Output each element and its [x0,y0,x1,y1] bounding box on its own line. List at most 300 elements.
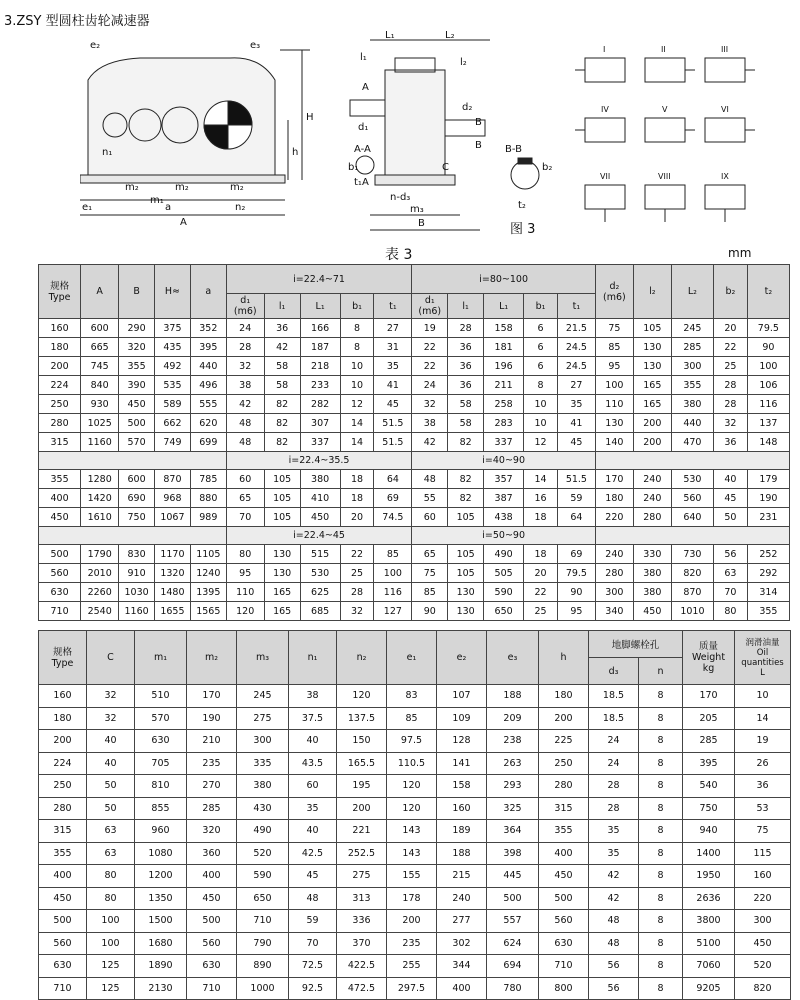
value-cell: 3800 [683,910,735,933]
value-cell: 82 [264,433,300,452]
value-cell: 1395 [190,583,226,602]
value-cell: 292 [747,564,789,583]
value-cell: 275 [237,707,289,730]
value-cell: 290 [119,319,155,338]
value-cell: 398 [487,842,539,865]
value-cell: 12 [340,395,374,414]
value-cell: 960 [135,820,187,843]
value-cell: 14 [735,707,791,730]
value-cell: 745 [81,357,119,376]
value-cell: 125 [87,977,135,1000]
svg-text:n₂: n₂ [235,202,246,213]
value-cell: 400 [539,842,589,865]
svg-text:h: h [292,147,299,158]
value-cell: 130 [633,338,671,357]
value-cell: 430 [237,797,289,820]
value-cell: 130 [264,545,300,564]
header-n: n [639,658,683,685]
value-cell: 6 [524,357,558,376]
value-cell: 355 [671,376,713,395]
ratio-left: i=22.4~45 [226,527,412,545]
type-cell: 400 [39,489,81,508]
value-cell: 200 [633,433,671,452]
value-cell: 20 [714,319,748,338]
value-cell: 235 [187,752,237,775]
value-cell: 85 [374,545,412,564]
value-cell: 205 [683,707,735,730]
value-cell: 930 [81,395,119,414]
value-cell: 450 [633,602,671,621]
svg-text:d₂: d₂ [462,102,473,113]
value-cell: 8 [639,685,683,708]
table-row [39,977,791,1000]
header-spec: 规格 Type [39,265,81,319]
assembly-forms-labels [600,45,729,181]
header-h: h [539,631,589,685]
value-cell: 1480 [155,583,191,602]
value-cell: 65 [412,545,448,564]
value-cell: 630 [135,730,187,753]
value-cell: 7060 [683,955,735,978]
value-cell: 337 [484,433,524,452]
value-cell: 450 [300,508,340,527]
type-cell: 355 [39,842,87,865]
value-cell: 340 [595,602,633,621]
table-row [39,752,791,775]
value-cell: 530 [300,564,340,583]
value-cell: 221 [337,820,387,843]
value-cell: 105 [448,545,484,564]
type-cell: 450 [39,508,81,527]
value-cell: 395 [683,752,735,775]
value-cell: 520 [237,842,289,865]
header-spec-2: 规格 Type [39,631,87,685]
value-cell: 22 [524,583,558,602]
value-cell: 160 [735,865,791,888]
value-cell: 710 [187,977,237,1000]
value-cell: 357 [484,470,524,489]
table-row [39,583,790,602]
svg-text:A: A [362,82,369,93]
value-cell: 27 [374,319,412,338]
value-cell: 21.5 [557,319,595,338]
table-row [39,842,791,865]
type-cell: 200 [39,730,87,753]
value-cell: 36 [448,357,484,376]
value-cell: 300 [735,910,791,933]
value-cell: 282 [300,395,340,414]
table-row [39,775,791,798]
value-cell: 48 [412,470,448,489]
value-cell: 42 [412,433,448,452]
value-cell: 69 [374,489,412,508]
svg-text:b₁: b₁ [348,162,359,173]
value-cell: 8 [639,910,683,933]
svg-text:VI: VI [721,105,729,114]
value-cell: 36 [735,775,791,798]
reducer-drawings [80,30,780,235]
value-cell: 1500 [135,910,187,933]
value-cell: 14 [340,433,374,452]
value-cell: 80 [226,545,264,564]
value-cell: 28 [714,395,748,414]
value-cell: 116 [374,583,412,602]
value-cell: 56 [589,955,639,978]
value-cell: 45 [557,433,595,452]
value-cell: 2636 [683,887,735,910]
value-cell: 22 [340,545,374,564]
value-cell: 500 [119,414,155,433]
value-cell: 8 [340,319,374,338]
table-row [39,319,790,338]
header-t1: t₁ [374,294,412,319]
value-cell: 515 [300,545,340,564]
value-cell: 58 [264,376,300,395]
table-row [39,376,790,395]
value-cell: 300 [237,730,289,753]
value-cell: 300 [595,583,633,602]
value-cell: 51.5 [557,470,595,489]
value-cell: 245 [671,319,713,338]
ratio-right: i=40~90 [412,452,596,470]
type-cell: 250 [39,775,87,798]
value-cell: 285 [671,338,713,357]
blank-cell [39,452,227,470]
type-cell: 160 [39,685,87,708]
value-cell: 120 [387,775,437,798]
value-cell: 380 [633,583,671,602]
value-cell: 50 [87,797,135,820]
value-cell: 200 [387,910,437,933]
value-cell: 22 [412,338,448,357]
value-cell: 250 [539,752,589,775]
value-cell: 800 [539,977,589,1000]
value-cell: 590 [237,865,289,888]
value-cell: 285 [683,730,735,753]
svg-text:A: A [362,177,369,188]
type-cell: 224 [39,752,87,775]
value-cell: 500 [539,887,589,910]
value-cell: 830 [119,545,155,564]
value-cell: 1320 [155,564,191,583]
value-cell: 1080 [135,842,187,865]
svg-text:a: a [165,202,172,213]
value-cell: 24.5 [557,357,595,376]
header-d1-right: d₁ (m6) [412,294,448,319]
value-cell: 662 [155,414,191,433]
value-cell: 1000 [237,977,289,1000]
value-cell: 120 [337,685,387,708]
value-cell: 31 [374,338,412,357]
value-cell: 40 [714,470,748,489]
table-row [39,707,791,730]
header-d2: d₂ (m6) [595,265,633,319]
value-cell: 1790 [81,545,119,564]
header-b1: b₁ [340,294,374,319]
value-cell: 630 [539,932,589,955]
value-cell: 352 [190,319,226,338]
value-cell: 42 [264,338,300,357]
value-cell: 8 [639,887,683,910]
blank-cell [39,527,227,545]
value-cell: 105 [264,470,300,489]
value-cell: 32 [412,395,448,414]
value-cell: 105 [448,564,484,583]
value-cell: 650 [237,887,289,910]
value-cell: 115 [735,842,791,865]
value-cell: 315 [539,797,589,820]
value-cell: 75 [595,319,633,338]
value-cell: 293 [487,775,539,798]
value-cell: 35 [374,357,412,376]
svg-text:m₃: m₃ [410,204,424,215]
value-cell: 220 [595,508,633,527]
dimensions-table-1 [38,264,790,621]
value-cell: 422.5 [337,955,387,978]
value-cell: 1610 [81,508,119,527]
value-cell: 83 [387,685,437,708]
value-cell: 699 [190,433,226,452]
value-cell: 165 [264,583,300,602]
unit-label: mm [728,246,752,260]
value-cell: 510 [135,685,187,708]
value-cell: 180 [595,489,633,508]
value-cell: 435 [155,338,191,357]
value-cell: 989 [190,508,226,527]
value-cell: 105 [633,319,671,338]
value-cell: 325 [487,797,539,820]
value-cell: 165 [633,395,671,414]
value-cell: 1160 [81,433,119,452]
value-cell: 14 [524,470,558,489]
value-cell: 600 [119,470,155,489]
value-cell: 870 [671,583,713,602]
header-l1: l₁ [264,294,300,319]
value-cell: 32 [226,357,264,376]
value-cell: 128 [437,730,487,753]
value-cell: 5100 [683,932,735,955]
value-cell: 440 [190,357,226,376]
value-cell: 560 [671,489,713,508]
value-cell: 8 [524,376,558,395]
value-cell: 45 [714,489,748,508]
value-cell: 1655 [155,602,191,621]
value-cell: 82 [264,395,300,414]
value-cell: 200 [539,707,589,730]
table-row [39,797,791,820]
value-cell: 35 [589,820,639,843]
value-cell: 1680 [135,932,187,955]
value-cell: 694 [487,955,539,978]
value-cell: 55 [412,489,448,508]
value-cell: 40 [289,820,337,843]
value-cell: 8 [639,775,683,798]
value-cell: 8 [639,865,683,888]
value-cell: 110 [595,395,633,414]
value-cell: 240 [633,470,671,489]
table-row [39,602,790,621]
value-cell: 277 [437,910,487,933]
value-cell: 665 [81,338,119,357]
value-cell: 10 [340,376,374,395]
value-cell: 181 [484,338,524,357]
ratio-right: i=50~90 [412,527,596,545]
value-cell: 570 [135,707,187,730]
value-cell: 70 [714,583,748,602]
value-cell: 8 [639,730,683,753]
table-row [39,955,791,978]
value-cell: 143 [387,820,437,843]
value-cell: 870 [155,470,191,489]
value-cell: 188 [487,685,539,708]
value-cell: 36 [714,433,748,452]
value-cell: 85 [387,707,437,730]
value-cell: 19 [412,319,448,338]
value-cell: 130 [448,583,484,602]
value-cell: 685 [300,602,340,621]
value-cell: 1565 [190,602,226,621]
value-cell: 64 [557,508,595,527]
value-cell: 38 [412,414,448,433]
value-cell: 8 [639,707,683,730]
value-cell: 360 [187,842,237,865]
value-cell: 158 [437,775,487,798]
value-cell: 238 [487,730,539,753]
value-cell: 557 [487,910,539,933]
value-cell: 496 [190,376,226,395]
value-cell: 28 [340,583,374,602]
value-cell: 60 [289,775,337,798]
value-cell: 187 [300,338,340,357]
table-row [39,433,790,452]
type-cell: 630 [39,955,87,978]
value-cell: 125 [87,955,135,978]
value-cell: 880 [190,489,226,508]
type-cell: 224 [39,376,81,395]
value-cell: 540 [683,775,735,798]
value-cell: 110 [226,583,264,602]
value-cell: 210 [187,730,237,753]
value-cell: 140 [595,433,633,452]
value-cell: 240 [595,545,633,564]
value-cell: 36 [448,338,484,357]
value-cell: 35 [289,797,337,820]
value-cell: 80 [87,887,135,910]
value-cell: 28 [448,319,484,338]
value-cell: 63 [87,842,135,865]
value-cell: 624 [487,932,539,955]
value-cell: 190 [747,489,789,508]
value-cell: 313 [337,887,387,910]
side-view-drawing [350,40,490,230]
value-cell: 355 [539,820,589,843]
value-cell: 85 [412,583,448,602]
group-1-left-ratio: i=22.4~71 [226,265,412,294]
value-cell: 179 [747,470,789,489]
header-m3: m₃ [237,631,289,685]
front-view-drawing [80,50,310,215]
value-cell: 45 [374,395,412,414]
value-cell: 141 [437,752,487,775]
value-cell: 209 [487,707,539,730]
svg-text:C: C [442,162,449,173]
value-cell: 40 [87,730,135,753]
value-cell: 2540 [81,602,119,621]
value-cell: 24 [226,319,264,338]
value-cell: 330 [633,545,671,564]
table-row [39,932,791,955]
value-cell: 90 [557,583,595,602]
value-cell: 188 [437,842,487,865]
header-m2: m₂ [187,631,237,685]
value-cell: 364 [487,820,539,843]
value-cell: 48 [226,414,264,433]
value-cell: 1170 [155,545,191,564]
value-cell: 95 [595,357,633,376]
svg-text:L₁: L₁ [385,30,395,41]
value-cell: 749 [155,433,191,452]
table-row [39,820,791,843]
value-cell: 53 [735,797,791,820]
value-cell: 165 [264,602,300,621]
value-cell: 600 [81,319,119,338]
value-cell: 24 [412,376,448,395]
value-cell: 32 [87,707,135,730]
assembly-forms-drawing [575,58,755,222]
value-cell: 255 [387,955,437,978]
value-cell: 890 [237,955,289,978]
value-cell: 730 [671,545,713,564]
svg-text:e₁: e₁ [82,202,93,213]
value-cell: 320 [119,338,155,357]
value-cell: 2260 [81,583,119,602]
value-cell: 105 [448,508,484,527]
value-cell: 530 [671,470,713,489]
value-cell: 18 [524,545,558,564]
value-cell: 8 [639,842,683,865]
value-cell: 100 [87,932,135,955]
value-cell: 710 [237,910,289,933]
page-title: 3.ZSY 型圆柱齿轮减速器 [4,14,150,29]
header-b2: b₂ [714,265,748,319]
value-cell: 336 [337,910,387,933]
value-cell: 1067 [155,508,191,527]
value-cell: 195 [337,775,387,798]
svg-text:B-B: B-B [505,144,522,155]
value-cell: 95 [557,602,595,621]
value-cell: 320 [187,820,237,843]
table-row [39,887,791,910]
type-cell: 450 [39,887,87,910]
value-cell: 240 [437,887,487,910]
svg-text:b₂: b₂ [542,162,553,173]
table-row [39,865,791,888]
value-cell: 785 [190,470,226,489]
value-cell: 968 [155,489,191,508]
value-cell: 120 [226,602,264,621]
value-cell: 70 [226,508,264,527]
value-cell: 79.5 [557,564,595,583]
value-cell: 165.5 [337,752,387,775]
value-cell: 810 [135,775,187,798]
value-cell: 170 [683,685,735,708]
value-cell: 1030 [119,583,155,602]
value-cell: 178 [387,887,437,910]
value-cell: 9205 [683,977,735,1000]
type-cell: 315 [39,433,81,452]
value-cell: 74.5 [374,508,412,527]
value-cell: 127 [374,602,412,621]
